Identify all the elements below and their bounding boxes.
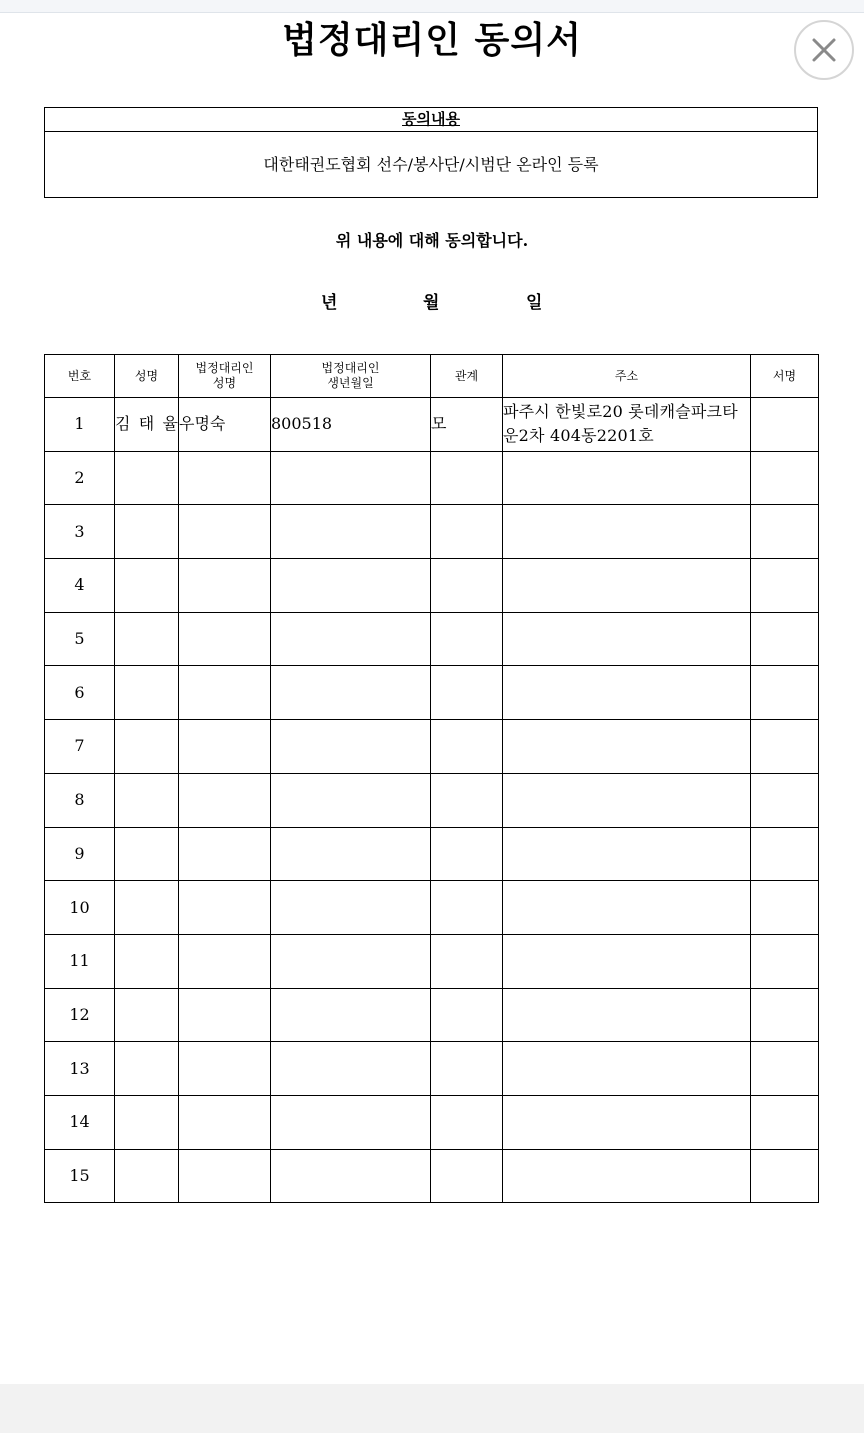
cell-name: 김 태 율 <box>115 398 179 452</box>
consent-content: 대한태권도협회 선수/봉사단/시범단 온라인 등록 <box>263 155 599 174</box>
cell-no: 1 <box>45 398 115 452</box>
cell-signature <box>751 612 819 666</box>
cell-rep-name <box>179 881 271 935</box>
cell-no: 11 <box>45 934 115 988</box>
table-row <box>45 505 819 559</box>
table-header-row <box>45 355 819 398</box>
cell-rep-name <box>179 612 271 666</box>
date-month-label: 월 <box>423 293 440 313</box>
cell-rep-birth <box>271 1042 431 1096</box>
cell-rep-name <box>179 451 271 505</box>
cell-relation <box>431 934 503 988</box>
cell-signature <box>751 559 819 613</box>
cell-relation <box>431 612 503 666</box>
cell-name <box>115 1042 179 1096</box>
cell-signature <box>751 827 819 881</box>
cell-relation <box>431 988 503 1042</box>
representative-table <box>44 354 819 1203</box>
cell-rep-birth <box>271 988 431 1042</box>
table-row <box>45 934 819 988</box>
cell-rep-birth <box>271 1149 431 1203</box>
cell-signature <box>751 720 819 774</box>
header-signature: 서명 <box>751 355 819 398</box>
cell-name <box>115 1095 179 1149</box>
cell-no: 15 <box>45 1149 115 1203</box>
table-row <box>45 559 819 613</box>
consent-box <box>44 107 818 198</box>
cell-name <box>115 827 179 881</box>
cell-relation <box>431 1042 503 1096</box>
table-row <box>45 1042 819 1096</box>
page-title: 법정대리인 동의서 <box>282 20 582 61</box>
cell-address <box>503 1095 751 1149</box>
cell-no: 5 <box>45 612 115 666</box>
cell-address <box>503 720 751 774</box>
cell-rep-birth <box>271 934 431 988</box>
cell-name <box>115 773 179 827</box>
cell-address <box>503 881 751 935</box>
cell-name <box>115 505 179 559</box>
cell-relation <box>431 773 503 827</box>
cell-rep-name <box>179 666 271 720</box>
table-row <box>45 612 819 666</box>
table-row <box>45 773 819 827</box>
cell-address <box>503 934 751 988</box>
cell-address <box>503 451 751 505</box>
cell-signature <box>751 881 819 935</box>
cell-no: 13 <box>45 1042 115 1096</box>
cell-no: 6 <box>45 666 115 720</box>
cell-name <box>115 612 179 666</box>
date-year-label: 년 <box>321 293 338 313</box>
cell-signature <box>751 1095 819 1149</box>
header-rep-name: 법정대리인 성명 <box>179 355 271 398</box>
cell-rep-birth <box>271 451 431 505</box>
cell-relation: 모 <box>431 398 503 452</box>
consent-heading: 동의내용 <box>45 108 817 132</box>
cell-name <box>115 666 179 720</box>
cell-rep-name <box>179 773 271 827</box>
cell-no: 7 <box>45 720 115 774</box>
cell-name <box>115 451 179 505</box>
cell-address <box>503 988 751 1042</box>
cell-no: 4 <box>45 559 115 613</box>
cell-name <box>115 934 179 988</box>
agree-statement: 위 내용에 대해 동의합니다. <box>335 231 529 250</box>
cell-relation <box>431 1095 503 1149</box>
cell-relation <box>431 505 503 559</box>
header-no: 번호 <box>45 355 115 398</box>
cell-rep-name: 우명숙 <box>179 398 271 452</box>
cell-no: 2 <box>45 451 115 505</box>
cell-signature <box>751 666 819 720</box>
header-relation: 관계 <box>431 355 503 398</box>
cell-rep-name <box>179 1042 271 1096</box>
cell-rep-name <box>179 505 271 559</box>
table-row <box>45 398 819 452</box>
table-row <box>45 1149 819 1203</box>
cell-name <box>115 988 179 1042</box>
date-day-label: 일 <box>526 293 543 313</box>
cell-rep-birth <box>271 1095 431 1149</box>
cell-relation <box>431 720 503 774</box>
cell-signature <box>751 773 819 827</box>
cell-rep-name <box>179 720 271 774</box>
cell-rep-name <box>179 827 271 881</box>
table-row <box>45 988 819 1042</box>
cell-relation <box>431 451 503 505</box>
cell-no: 10 <box>45 881 115 935</box>
cell-no: 14 <box>45 1095 115 1149</box>
cell-relation <box>431 666 503 720</box>
cell-name <box>115 881 179 935</box>
cell-rep-name <box>179 988 271 1042</box>
cell-address <box>503 1042 751 1096</box>
cell-address <box>503 773 751 827</box>
cell-no: 12 <box>45 988 115 1042</box>
cell-signature <box>751 1149 819 1203</box>
cell-signature <box>751 1042 819 1096</box>
footer-bar <box>0 1384 864 1433</box>
table-row <box>45 881 819 935</box>
header-name: 성명 <box>115 355 179 398</box>
cell-rep-name <box>179 559 271 613</box>
cell-rep-birth <box>271 612 431 666</box>
cell-no: 8 <box>45 773 115 827</box>
close-button[interactable] <box>794 20 854 80</box>
close-icon <box>811 37 837 63</box>
cell-address <box>503 827 751 881</box>
cell-rep-name <box>179 934 271 988</box>
cell-signature <box>751 398 819 452</box>
table-row <box>45 720 819 774</box>
cell-signature <box>751 451 819 505</box>
cell-rep-birth <box>271 505 431 559</box>
cell-rep-name <box>179 1149 271 1203</box>
cell-signature <box>751 988 819 1042</box>
cell-rep-name <box>179 1095 271 1149</box>
cell-address <box>503 559 751 613</box>
cell-address <box>503 612 751 666</box>
table-row <box>45 666 819 720</box>
table-row <box>45 451 819 505</box>
cell-address <box>503 1149 751 1203</box>
cell-name <box>115 720 179 774</box>
header-rep-birth: 법정대리인 생년월일 <box>271 355 431 398</box>
cell-rep-birth <box>271 773 431 827</box>
header-address: 주소 <box>503 355 751 398</box>
cell-relation <box>431 1149 503 1203</box>
cell-relation <box>431 881 503 935</box>
cell-rep-birth <box>271 559 431 613</box>
cell-name <box>115 1149 179 1203</box>
cell-address: 파주시 한빛로20 롯데캐슬파크타운2차 404동2201호 <box>503 398 751 452</box>
cell-signature <box>751 934 819 988</box>
cell-name <box>115 559 179 613</box>
table-row <box>45 827 819 881</box>
cell-rep-birth <box>271 666 431 720</box>
cell-address <box>503 666 751 720</box>
cell-no: 9 <box>45 827 115 881</box>
cell-rep-birth <box>271 720 431 774</box>
cell-address <box>503 505 751 559</box>
cell-rep-birth: 800518 <box>271 398 431 452</box>
cell-no: 3 <box>45 505 115 559</box>
cell-relation <box>431 559 503 613</box>
cell-rep-birth <box>271 827 431 881</box>
table-row <box>45 1095 819 1149</box>
cell-relation <box>431 827 503 881</box>
cell-rep-birth <box>271 881 431 935</box>
cell-signature <box>751 505 819 559</box>
